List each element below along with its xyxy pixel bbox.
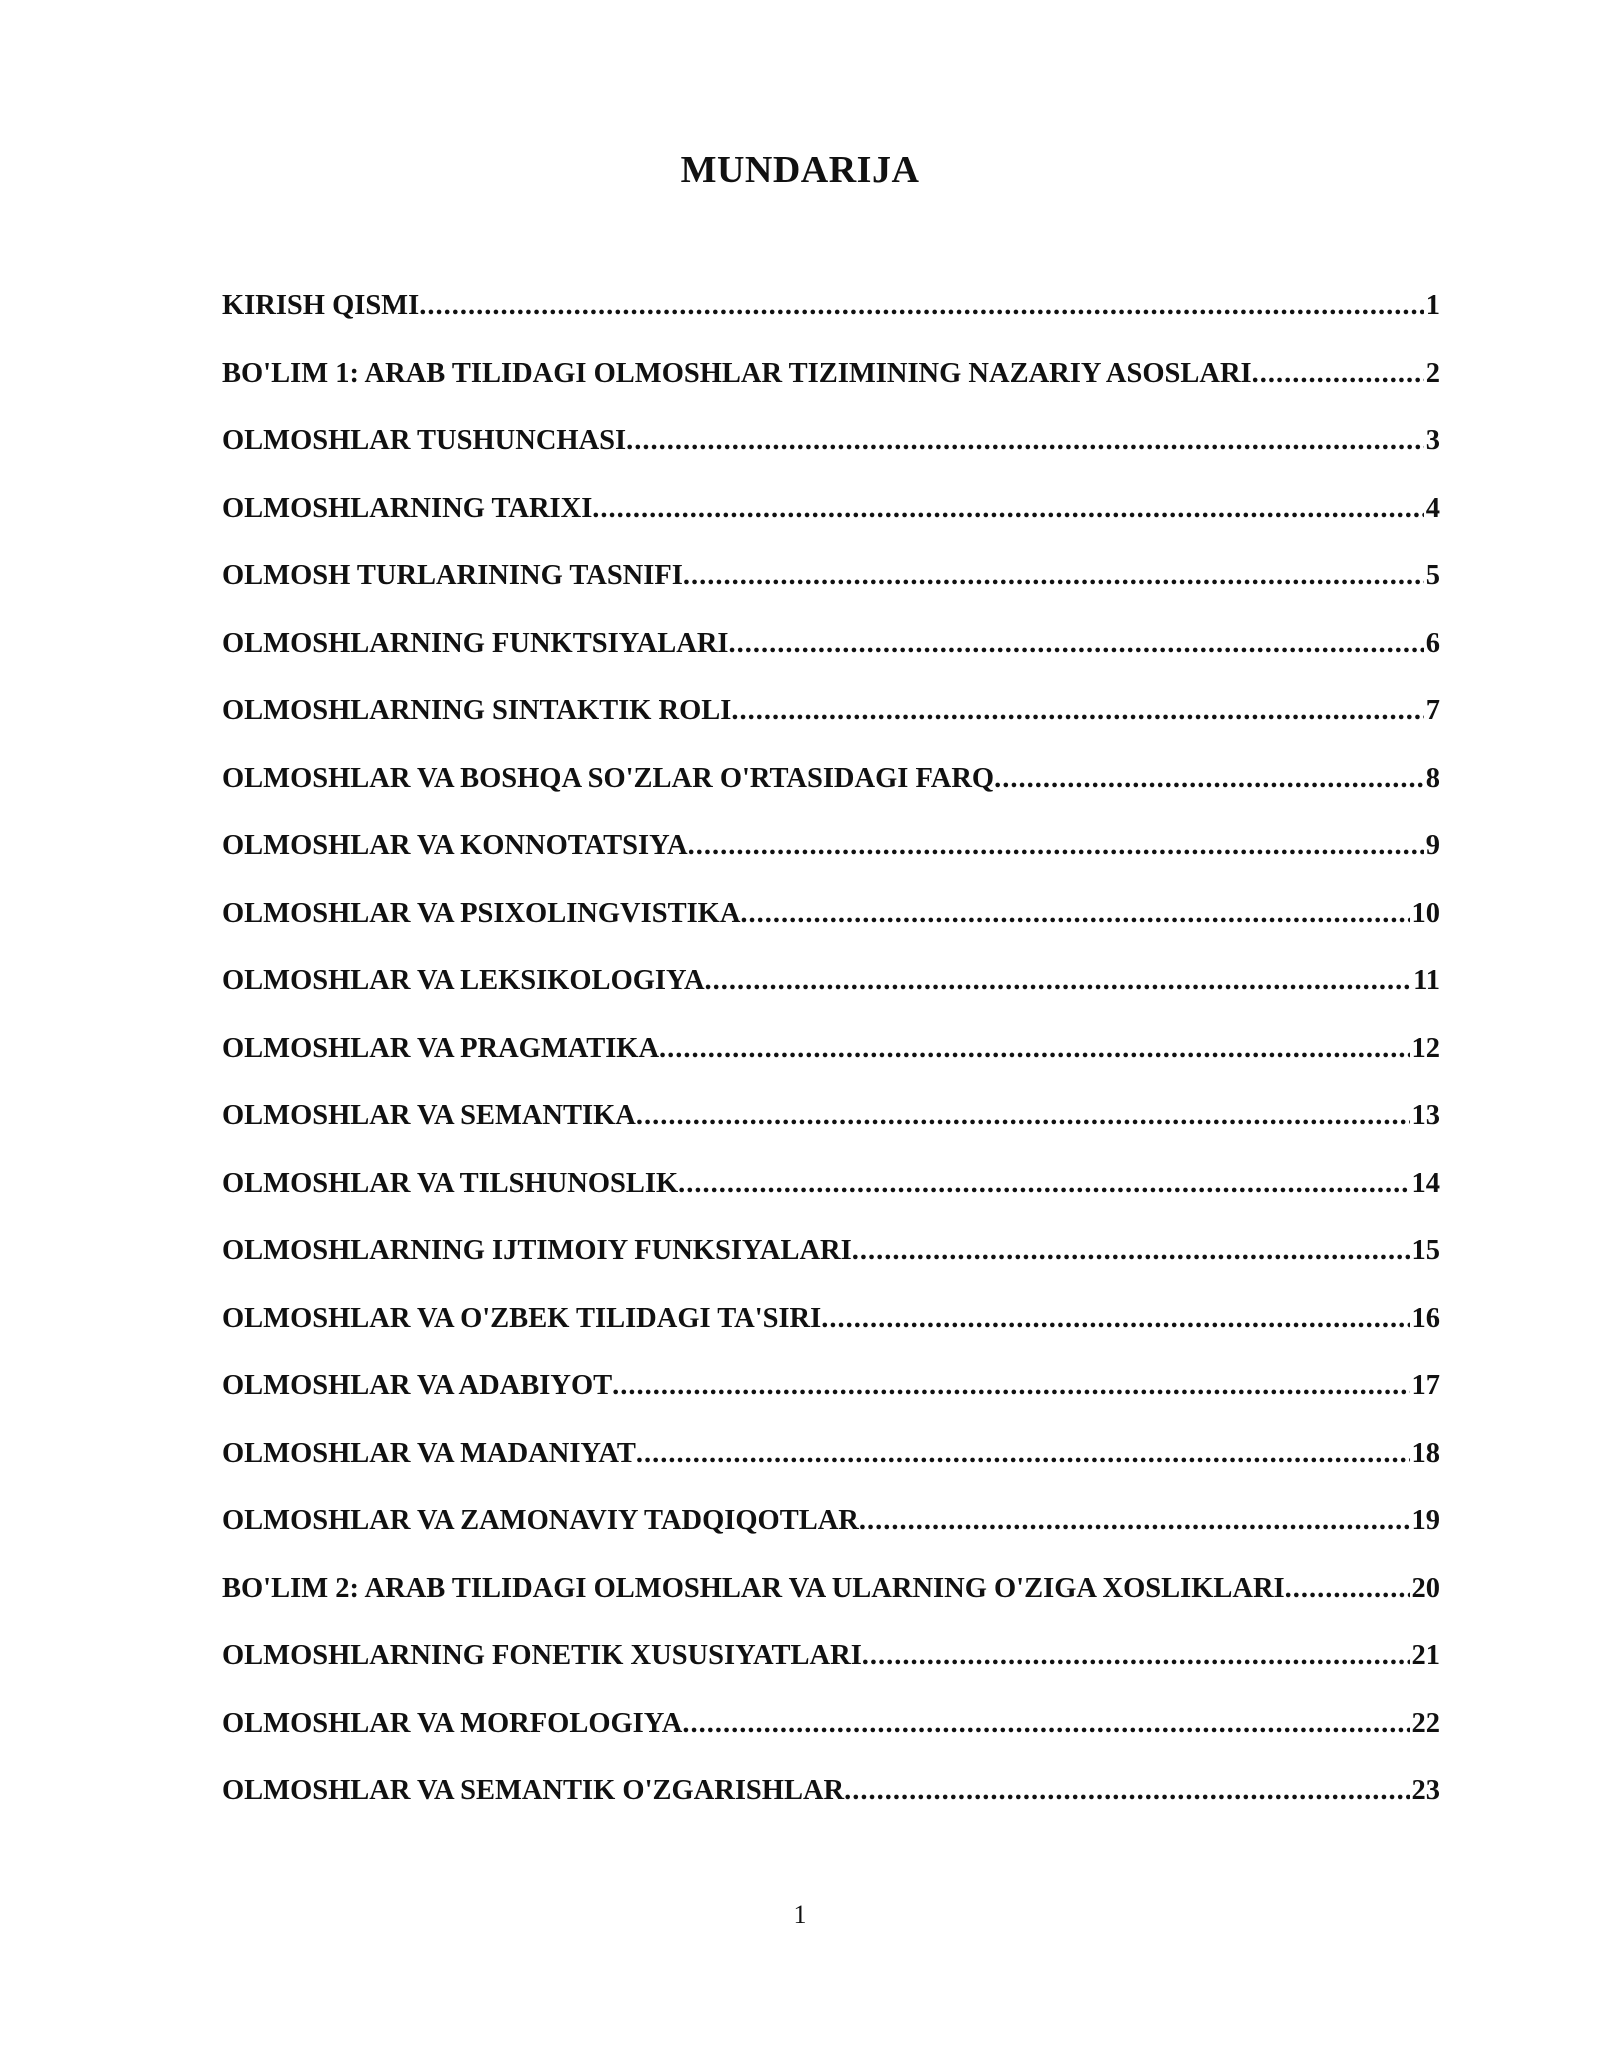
toc-dot-leader <box>844 1775 1409 1807</box>
toc-entry-page: 14 <box>1411 1167 1440 1199</box>
toc-entry-page: 8 <box>1425 762 1440 794</box>
toc-entry-page: 20 <box>1411 1572 1440 1604</box>
toc-dot-leader <box>731 695 1423 727</box>
toc-entry[interactable] <box>222 1168 1440 1236</box>
toc-entry[interactable] <box>222 1370 1440 1438</box>
toc-entry-page: 11 <box>1413 965 1440 996</box>
toc-dot-leader <box>626 425 1424 457</box>
toc-dot-leader <box>682 1708 1409 1740</box>
table-of-contents <box>222 290 1440 1843</box>
toc-entry-label: OLMOSHLAR VA SEMANTIK O'ZGARISHLAR <box>222 1775 845 1806</box>
toc-entry-page: 5 <box>1425 560 1440 591</box>
toc-entry-label: OLMOSHLAR VA ADABIYOT <box>222 1370 613 1401</box>
toc-entry-page: 2 <box>1425 357 1440 389</box>
toc-entry-page: 12 <box>1411 1032 1440 1064</box>
toc-entry[interactable] <box>222 898 1440 966</box>
toc-dot-leader <box>636 1438 1410 1470</box>
toc-entry-page: 21 <box>1411 1640 1440 1671</box>
toc-dot-leader <box>821 1303 1409 1335</box>
toc-entry[interactable] <box>222 290 1440 358</box>
toc-entry-page: 10 <box>1411 897 1440 929</box>
toc-dot-leader <box>612 1370 1409 1402</box>
toc-dot-leader <box>636 1100 1410 1132</box>
toc-entry-label: OLMOSHLARNING TARIXI <box>222 492 593 524</box>
toc-entry[interactable] <box>222 425 1440 493</box>
toc-entry-page: 17 <box>1411 1370 1440 1401</box>
toc-entry-page: 4 <box>1425 492 1440 524</box>
toc-entry[interactable] <box>222 1640 1440 1708</box>
toc-entry-label: BO'LIM 2: ARAB TILIDAGI OLMOSHLAR VA ULARNING O'ZIGA XOSLIKLARI <box>222 1572 1285 1604</box>
toc-entry-label: OLMOSHLARNING FONETIK XUSUSIYATLARI <box>222 1640 862 1671</box>
toc-dot-leader <box>740 898 1409 930</box>
toc-dot-leader <box>852 1235 1410 1267</box>
toc-entry-label: OLMOSHLAR VA MORFOLOGIYA <box>222 1707 683 1739</box>
toc-entry-label: KIRISH QISMI <box>222 290 420 321</box>
toc-dot-leader <box>1285 1573 1410 1605</box>
toc-entry-label: OLMOSHLAR VA PSIXOLINGVISTIKA <box>222 897 741 929</box>
toc-entry-label: OLMOSHLAR VA LEKSIKOLOGIYA <box>222 965 705 996</box>
toc-entry-label: BO'LIM 1: ARAB TILIDAGI OLMOSHLAR TIZIMINING NAZARIY ASOSLARI <box>222 357 1252 389</box>
toc-entry[interactable] <box>222 1303 1440 1371</box>
toc-entry[interactable] <box>222 1775 1440 1843</box>
toc-entry-page: 15 <box>1411 1235 1440 1266</box>
toc-entry-page: 3 <box>1425 425 1440 456</box>
toc-entry[interactable] <box>222 1235 1440 1303</box>
toc-entry-label: OLMOSHLAR TUSHUNCHASI <box>222 425 627 456</box>
toc-entry[interactable] <box>222 493 1440 561</box>
toc-entry[interactable] <box>222 560 1440 628</box>
toc-entry[interactable] <box>222 358 1440 426</box>
toc-entry-page: 22 <box>1411 1707 1440 1739</box>
toc-entry-label: OLMOSH TURLARINING TASNIFI <box>222 560 683 591</box>
toc-entry[interactable] <box>222 965 1440 1033</box>
toc-entry[interactable] <box>222 830 1440 898</box>
toc-entry-page: 19 <box>1411 1505 1440 1536</box>
toc-dot-leader <box>592 493 1423 525</box>
toc-entry-label: OLMOSHLAR VA ZAMONAVIY TADQIQOTLAR <box>222 1505 859 1536</box>
toc-entry-page: 7 <box>1425 695 1440 726</box>
page-title: MUNDARIJA <box>680 149 920 191</box>
toc-entry-label: OLMOSHLAR VA KONNOTATSIYA <box>222 830 688 861</box>
toc-dot-leader <box>859 1505 1410 1537</box>
toc-entry-label: OLMOSHLAR VA PRAGMATIKA <box>222 1032 660 1064</box>
toc-entry[interactable] <box>222 1100 1440 1168</box>
toc-entry-label: OLMOSHLAR VA TILSHUNOSLIK <box>222 1167 679 1199</box>
toc-dot-leader <box>705 965 1412 997</box>
toc-entry-page: 6 <box>1425 627 1440 659</box>
toc-entry-page: 23 <box>1411 1775 1440 1806</box>
toc-dot-leader <box>1252 358 1424 390</box>
toc-entry-label: OLMOSHLAR VA MADANIYAT <box>222 1437 636 1469</box>
toc-entry[interactable] <box>222 1438 1440 1506</box>
toc-entry-label: OLMOSHLAR VA O'ZBEK TILIDAGI TA'SIRI <box>222 1302 822 1334</box>
page-number: 1 <box>793 1900 807 1929</box>
toc-dot-leader <box>683 560 1424 592</box>
toc-dot-leader <box>729 628 1424 660</box>
toc-entry-page: 1 <box>1425 290 1440 321</box>
toc-entry-label: OLMOSHLARNING FUNKTSIYALARI <box>222 627 729 659</box>
toc-entry[interactable] <box>222 695 1440 763</box>
toc-entry[interactable] <box>222 1573 1440 1641</box>
toc-entry-page: 13 <box>1411 1100 1440 1131</box>
toc-entry-label: OLMOSHLAR VA SEMANTIKA <box>222 1100 636 1131</box>
toc-dot-leader <box>659 1033 1409 1065</box>
toc-entry-label: OLMOSHLARNING IJTIMOIY FUNKSIYALARI <box>222 1235 852 1266</box>
toc-entry[interactable] <box>222 1033 1440 1101</box>
toc-entry-page: 18 <box>1411 1437 1440 1469</box>
toc-dot-leader <box>688 830 1424 862</box>
toc-entry[interactable] <box>222 628 1440 696</box>
toc-entry-label: OLMOSHLAR VA BOSHQA SO'ZLAR O'RTASIDAGI FARQ <box>222 762 995 794</box>
toc-entry-label: OLMOSHLARNING SINTAKTIK ROLI <box>222 695 732 726</box>
toc-entry[interactable] <box>222 1505 1440 1573</box>
toc-entry-page: 16 <box>1411 1302 1440 1334</box>
toc-dot-leader <box>994 763 1424 795</box>
toc-dot-leader <box>419 290 1424 322</box>
toc-dot-leader <box>862 1640 1410 1672</box>
toc-entry[interactable] <box>222 763 1440 831</box>
toc-entry-page: 9 <box>1425 830 1440 861</box>
toc-dot-leader <box>678 1168 1409 1200</box>
toc-entry[interactable] <box>222 1708 1440 1776</box>
